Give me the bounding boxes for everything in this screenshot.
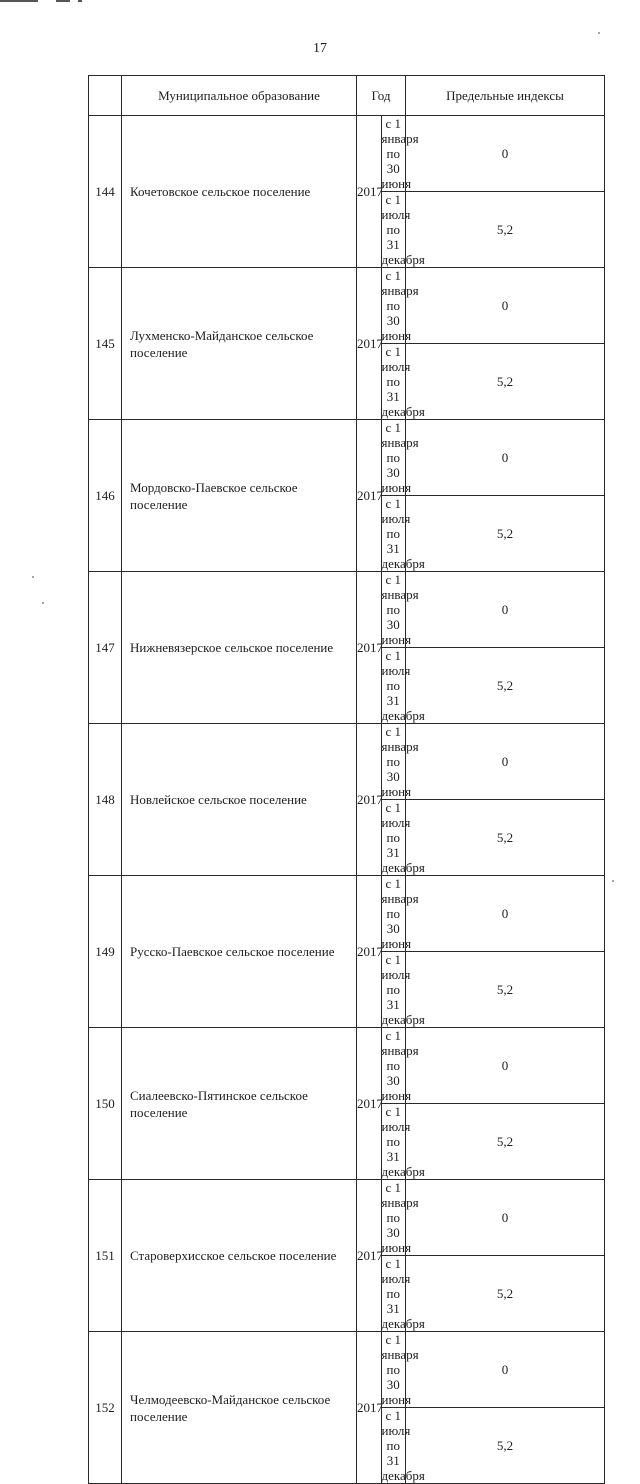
header-number: [89, 76, 122, 116]
row-number: 149: [89, 876, 122, 1028]
table-row: [89, 876, 605, 952]
scan-speck: [598, 32, 600, 34]
year-cell: 2017: [357, 1332, 382, 1484]
index-first-half: 0: [406, 572, 605, 648]
period-first-half: с 1 января по 30 июня: [381, 1180, 419, 1255]
index-first-half: 0: [406, 1180, 605, 1256]
period-first-half: с 1 января по 30 июня: [381, 572, 419, 647]
index-first-half: 0: [406, 268, 605, 344]
table-row: [89, 116, 605, 192]
period-second-half: с 1 июля по 31 декабря: [381, 952, 425, 1027]
period-second-half: с 1 июля по 31 декабря: [381, 1104, 425, 1179]
period-second-half: с 1 июля по 31 декабря: [381, 1256, 425, 1331]
table-row: [89, 724, 605, 800]
index-first-half: 0: [406, 876, 605, 952]
index-second-half: 5,2: [406, 800, 605, 876]
period-second-half: с 1 июля по 31 декабря: [381, 192, 425, 267]
period-first-half: с 1 января по 30 июня: [381, 724, 419, 799]
table-header-row: [89, 76, 605, 116]
period-first-half: с 1 января по 30 июня: [381, 420, 419, 495]
period-second-half: с 1 июля по 31 декабря: [381, 800, 425, 875]
period-second-half: с 1 июля по 31 декабря: [381, 496, 425, 571]
year-cell: 2017: [357, 1028, 382, 1180]
index-second-half: 5,2: [406, 648, 605, 724]
year-cell: 2017: [357, 268, 382, 420]
municipality-name: Лухменско-Майданское сельское поселение: [122, 268, 357, 420]
row-number: 144: [89, 116, 122, 268]
index-first-half: 0: [406, 724, 605, 800]
header-year: Год: [357, 76, 406, 116]
municipality-name: Мордовско-Паевское сельское поселение: [122, 420, 357, 572]
table-row: [89, 420, 605, 496]
period-first-half: с 1 января по 30 июня: [381, 1028, 419, 1103]
index-first-half: 0: [406, 1332, 605, 1408]
index-first-half: 0: [406, 116, 605, 192]
scan-speck: [612, 880, 614, 882]
index-second-half: 5,2: [406, 344, 605, 420]
index-second-half: 5,2: [406, 952, 605, 1028]
municipality-name: Кочетовское сельское поселение: [122, 116, 357, 268]
tariff-index-table: [88, 75, 605, 1484]
year-cell: 2017: [357, 572, 382, 724]
municipality-name: Русско-Паевское сельское поселение: [122, 876, 357, 1028]
period-second-half: с 1 июля по 31 декабря: [381, 344, 425, 419]
municipality-name: Сиалеевско-Пятинское сельское поселение: [122, 1028, 357, 1180]
table-row: [89, 572, 605, 648]
municipality-name: Староверхисское сельское поселение: [122, 1180, 357, 1332]
index-second-half: 5,2: [406, 496, 605, 572]
header-municipality: Муниципальное образование: [122, 76, 357, 116]
scan-mark: [78, 0, 82, 2]
period-first-half: с 1 января по 30 июня: [381, 268, 419, 343]
index-first-half: 0: [406, 1028, 605, 1104]
period-first-half: с 1 января по 30 июня: [381, 1332, 419, 1407]
period-second-half: с 1 июля по 31 декабря: [381, 648, 425, 723]
municipality-name: Нижневязерское сельское поселение: [122, 572, 357, 724]
year-cell: 2017: [357, 724, 382, 876]
row-number: 147: [89, 572, 122, 724]
year-cell: 2017: [357, 876, 382, 1028]
row-number: 148: [89, 724, 122, 876]
period-first-half: с 1 января по 30 июня: [381, 876, 419, 951]
row-number: 152: [89, 1332, 122, 1484]
municipality-name: Челмодеевско-Майданское сельское поселение: [122, 1332, 357, 1484]
row-number: 151: [89, 1180, 122, 1332]
scan-speck: [32, 576, 34, 578]
table-row: [89, 1332, 605, 1408]
year-cell: 2017: [357, 1180, 382, 1332]
year-cell: 2017: [357, 116, 382, 268]
row-number: 150: [89, 1028, 122, 1180]
scan-speck: [42, 602, 44, 604]
scan-mark: [56, 0, 70, 2]
row-number: 146: [89, 420, 122, 572]
page-number: 17: [313, 41, 327, 56]
table-row: [89, 1180, 605, 1256]
index-second-half: 5,2: [406, 1256, 605, 1332]
period-first-half: с 1 января по 30 июня: [381, 116, 419, 191]
header-index: Предельные индексы: [406, 76, 605, 116]
row-number: 145: [89, 268, 122, 420]
municipality-name: Новлейское сельское поселение: [122, 724, 357, 876]
index-second-half: 5,2: [406, 1408, 605, 1484]
table-row: [89, 268, 605, 344]
index-second-half: 5,2: [406, 192, 605, 268]
period-second-half: с 1 июля по 31 декабря: [381, 1408, 425, 1483]
scan-mark: [0, 0, 38, 2]
index-first-half: 0: [406, 420, 605, 496]
index-second-half: 5,2: [406, 1104, 605, 1180]
year-cell: 2017: [357, 420, 382, 572]
table-row: [89, 1028, 605, 1104]
